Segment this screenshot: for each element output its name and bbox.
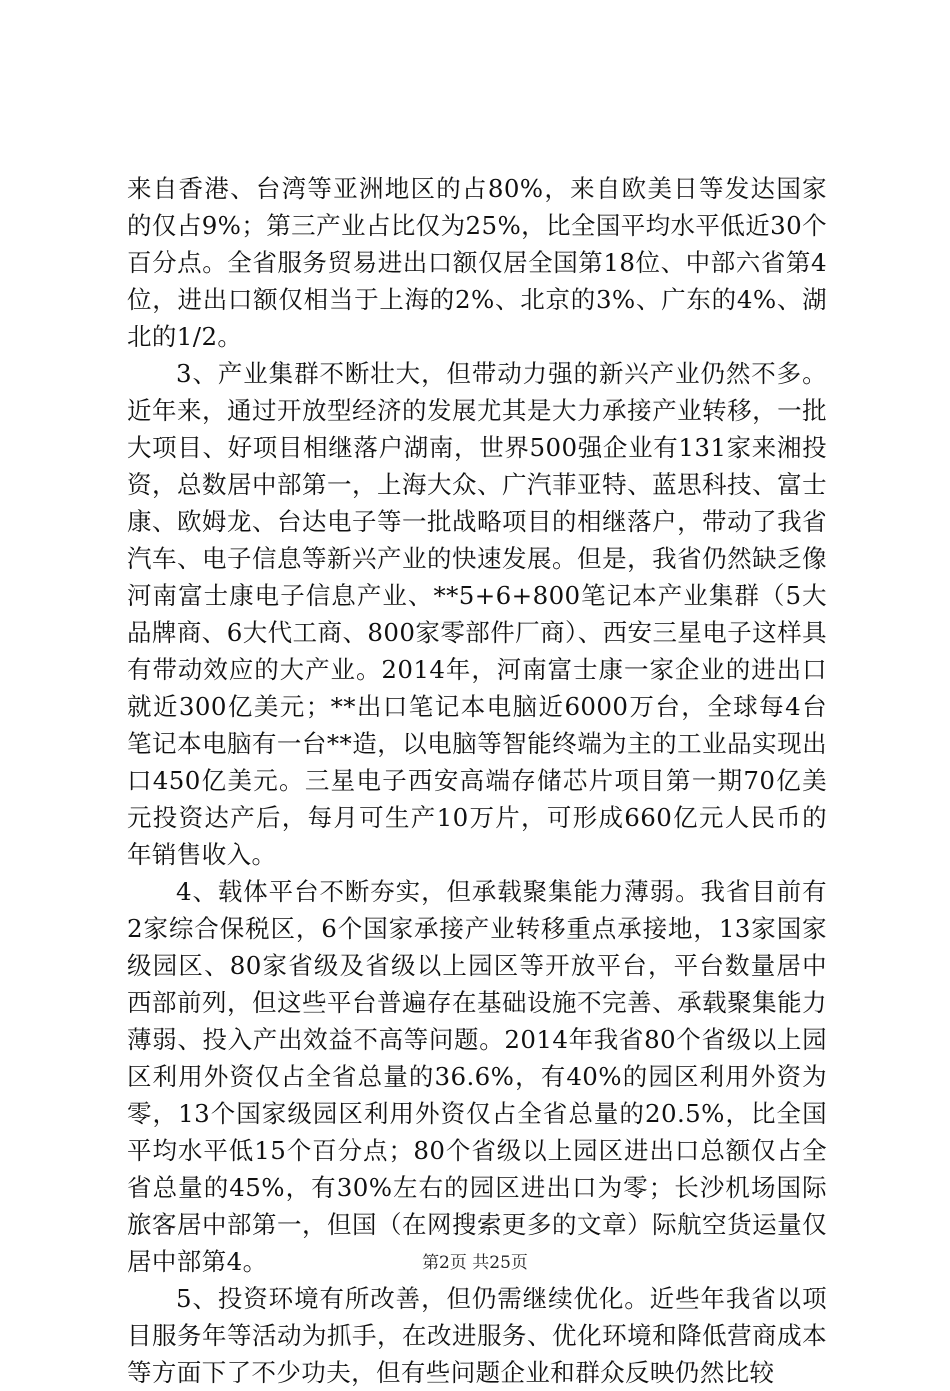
paragraph-continuation: 来自香港、台湾等亚洲地区的占80%，来自欧美日等发达国家的仅占9%；第三产业占比仅为25%，比全国平均水平低近30个百分点。全省服务贸易进出口额仅居全国第18位、中部六省第4位，进出口额仅相当于上海的2%、北京的3%、广东的4%、湖北的1/2。: [127, 174, 827, 351]
document-body: [127, 170, 827, 1391]
paragraph-carrier-platforms: 4、载体平台不断夯实，但承载聚集能力薄弱。我省目前有2家综合保税区，6个国家承接产业转移重点承接地，13家国家级园区、80家省级及省级以上园区等开放平台，平台数量居中西部前列，但这些平台普遍存在基础设施不完善、承载聚集能力薄弱、投入产出效益不高等问题。2014年我省80个省级以上园区利用外资仅占全省总量的36.6%，有40%的园区利用外资为零，13个国家级园区利用外资仅占全省总量的20.5%，比全国平均水平低15个百分点；80个省级以上园区进出口总额仅占全省总量的45%，有30%左右的园区进出口为零；长沙机场国际旅客居中部第一，但国（在网搜索更多的文章）际航空货运量仅居中部第4。: [127, 877, 827, 1276]
paragraph-industry-clusters: 3、产业集群不断壮大，但带动力强的新兴产业仍然不多。近年来，通过开放型经济的发展尤其是大力承接产业转移，一批大项目、好项目相继落户湖南，世界500强企业有131家来湘投资，总数居中部第一，上海大众、广汽菲亚特、蓝思科技、富士康、欧姆龙、台达电子等一批战略项目的相继落户，带动了我省汽车、电子信息等新兴产业的快速发展。但是，我省仍然缺乏像河南富士康电子信息产业、**5+6+800笔记本产业集群（5大品牌商、6大代工商、800家零部件厂商）、西安三星电子这样具有带动效应的大产业。2014年，河南富士康一家企业的进出口就近300亿美元；**出口笔记本电脑近6000万台，全球每4台笔记本电脑有一台**造，以电脑等智能终端为主的工业品实现出口450亿美元。三星电子西安高端存储芯片项目第一期70亿美元投资达产后，每月可生产10万片，可形成660亿元人民币的年销售收入。: [127, 359, 827, 869]
paragraph-investment-environment: 5、投资环境有所改善，但仍需继续优化。近些年我省以项目服务年等活动为抓手，在改进服务、优化环境和降低营商成本等方面下了不少功夫，但有些问题企业和群众反映仍然比较: [127, 1284, 827, 1387]
page-number-footer: 第2页 共25页: [422, 1253, 528, 1273]
